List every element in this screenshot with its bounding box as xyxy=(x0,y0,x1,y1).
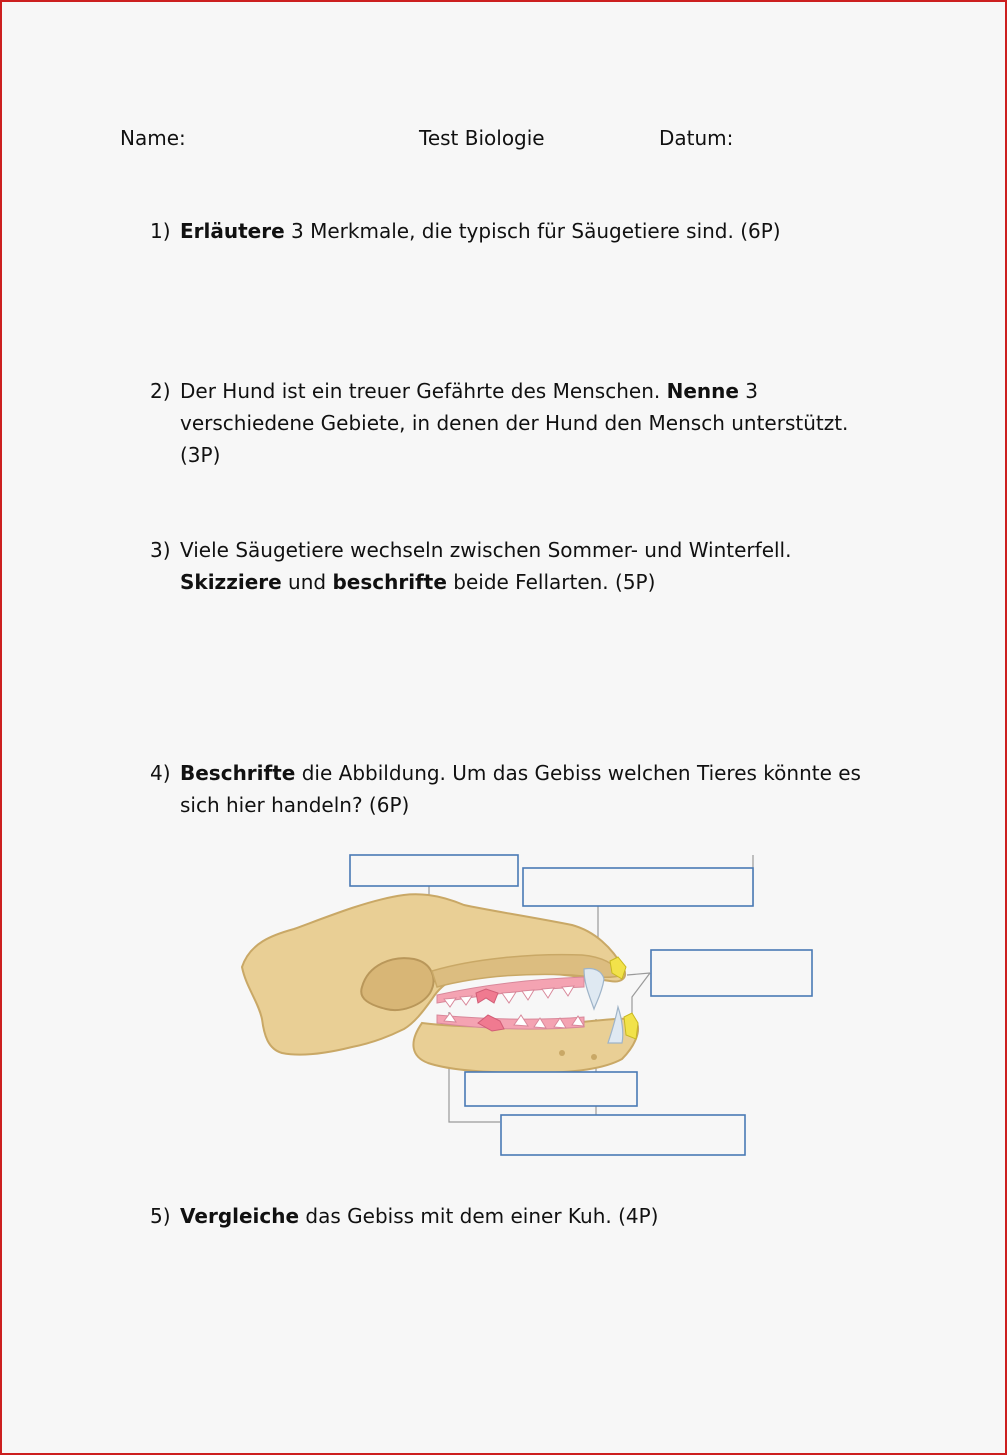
tooth xyxy=(460,996,472,1005)
task-text-part: das Gebiss mit dem einer Kuh. (4P) xyxy=(299,1204,659,1228)
task-text-part: 3 verschiedene Gebiete, in denen der Hund den Mensch unterstützt. (3P) xyxy=(180,379,849,467)
label-box-5[interactable] xyxy=(501,1115,745,1155)
task-text-part: 3 Merkmale, die typisch für Säugetiere sind. (6P) xyxy=(284,219,781,243)
task-keyword: Nenne xyxy=(666,379,739,403)
task-number: 3) xyxy=(150,538,171,562)
task-keyword: Beschrifte xyxy=(180,761,296,785)
tooth xyxy=(542,988,554,998)
task-text xyxy=(180,757,890,821)
label-box-4[interactable] xyxy=(465,1072,637,1106)
leader-line xyxy=(632,973,650,1017)
label-box-1[interactable] xyxy=(350,855,518,886)
jaw-foramen xyxy=(591,1054,597,1060)
task-text-part: und xyxy=(281,570,333,594)
task-keyword: Vergleiche xyxy=(180,1204,300,1228)
task-text-part: beide Fellarten. (5P) xyxy=(446,570,656,594)
task-text xyxy=(180,375,890,471)
task-text xyxy=(180,1200,890,1232)
task-1 xyxy=(150,215,890,247)
task-keyword: Skizziere xyxy=(180,570,282,594)
task-number: 4) xyxy=(150,761,171,785)
task-keyword: Erläutere xyxy=(180,219,285,243)
task-5 xyxy=(150,1200,890,1232)
test-title: Test Biologie xyxy=(419,126,545,150)
date-label: Datum: xyxy=(659,126,734,150)
task-text-part: die Abbildung. Um das Gebiss welchen Tieres könnte es sich hier handeln? (6P) xyxy=(180,761,861,817)
skull-diagram xyxy=(232,847,832,1167)
task-text-part: Viele Säugetiere wechseln zwischen Sommer- und Winterfell. xyxy=(180,538,792,562)
label-box-3[interactable] xyxy=(651,950,812,996)
upper-canine xyxy=(584,968,604,1009)
skull-figure xyxy=(232,847,832,1167)
task-3 xyxy=(150,534,890,598)
tooth xyxy=(444,998,456,1007)
task-text xyxy=(180,215,890,247)
label-box-2[interactable] xyxy=(523,868,753,906)
task-number: 2) xyxy=(150,379,171,403)
tooth xyxy=(562,986,574,996)
leader-line xyxy=(627,973,650,975)
task-text-part: Der Hund ist ein treuer Gefährte des Menschen. xyxy=(180,379,667,403)
task-2 xyxy=(150,375,890,471)
task-number: 1) xyxy=(150,219,171,243)
task-keyword: beschrifte xyxy=(332,570,447,594)
jaw-foramen xyxy=(559,1050,565,1056)
task-text xyxy=(180,534,890,598)
task-number: 5) xyxy=(150,1204,171,1228)
lower-incisors xyxy=(624,1013,638,1039)
name-label: Name: xyxy=(120,126,186,150)
tooth xyxy=(502,992,516,1003)
task-4 xyxy=(150,757,890,821)
tooth xyxy=(522,990,534,1000)
